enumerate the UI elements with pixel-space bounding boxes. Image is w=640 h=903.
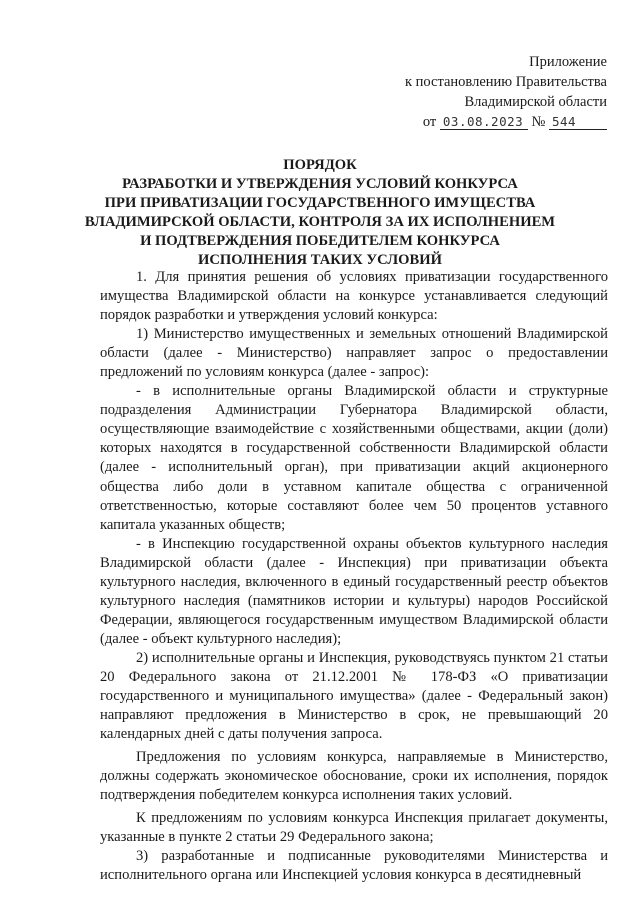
annex-date: 03.08.2023 xyxy=(440,114,528,130)
annex-number-sign: № xyxy=(531,114,546,130)
annex-from-label: от xyxy=(422,114,437,130)
paragraph: К предложениям по условиям конкурса Инспекция прилагает документы, указанные в пункте 2 статьи 29 Федерального закона; xyxy=(100,810,608,846)
title-line: ПОРЯДОК xyxy=(283,157,357,173)
annex-label: Приложение xyxy=(529,54,607,70)
title-line: ВЛАДИМИРСКОЙ ОБЛАСТИ, КОНТРОЛЯ ЗА ИХ ИСПОЛНЕНИЕМ xyxy=(84,214,556,230)
paragraph: - в Инспекцию государственной охраны объектов культурного наследия Владимирской области (далее - Инспекция) при приватизации объекта культурного наследия, включенного в единый государственный реестр объектов культурного наследия (памятников истории и культуры) народов Российской Федерации, являющегося государственным имуществом Владимирской области (далее - объект культурного наследия); xyxy=(100,535,608,647)
annex-resolution-ref: к постановлению Правительства xyxy=(405,74,607,90)
title-line: РАЗРАБОТКИ И УТВЕРЖДЕНИЯ УСЛОВИЙ КОНКУРСА xyxy=(122,176,518,192)
annex-number: 544 xyxy=(549,114,607,130)
title-line: ПРИ ПРИВАТИЗАЦИИ ГОСУДАРСТВЕННОГО ИМУЩЕСТВА xyxy=(104,195,536,211)
annex-region: Владимирской области xyxy=(464,94,607,110)
paragraph: - в исполнительные органы Владимирской области и структурные подразделения Администрации Губернатора Владимирской области, осуществляющие взаимодействие с хозяйственными обществами, акции (доли) которых находятся в государственной собственности Владимирской области (далее - исполнительный орган), при приватизации акций акционерного общества либо доли в уставном капитале общества с ограниченной ответственностью, которые составляют более чем 50 процентов уставного капитала указанных обществ; xyxy=(100,383,608,533)
paragraph: 2) исполнительные органы и Инспекция, руководствуясь пунктом 21 статьи 20 Федерального закона от 21.12.2001 № 178-ФЗ «О приватизации государственного и муниципального имущества» (далее - Федеральный закон) направляют предложения в Министерство в срок, не превышающий 20 календарных дней с даты получения запроса. xyxy=(100,649,608,743)
document-body xyxy=(100,268,608,886)
paragraph: 3) разработанные и подписанные руководителями Министерства и исполнительного органа или Инспекцией условия конкурса в десятидневный xyxy=(100,848,608,884)
annex-header xyxy=(347,52,607,132)
title-line: И ПОДТВЕРЖДЕНИЯ ПОБЕДИТЕЛЕМ КОНКУРСА xyxy=(140,233,500,249)
paragraph: 1. Для принятия решения об условиях приватизации государственного имущества Владимирской области на конкурсе устанавливается следующий порядок разработки и утверждения условий конкурса: xyxy=(100,269,608,324)
paragraph: 1) Министерство имущественных и земельных отношений Владимирской области (далее - Министерство) направляет запрос о предоставлении предложений по условиям конкурса (далее - запрос): xyxy=(100,326,608,381)
paragraph: Предложения по условиям конкурса, направляемые в Министерство, должны содержать экономическое обоснование, сроки их исполнения, порядок подтверждения победителем конкурса исполнения таких условий. xyxy=(100,749,608,804)
title-line: ИСПОЛНЕНИЯ ТАКИХ УСЛОВИЙ xyxy=(198,252,442,268)
annex-date-row xyxy=(347,112,607,132)
document-title xyxy=(80,156,560,270)
